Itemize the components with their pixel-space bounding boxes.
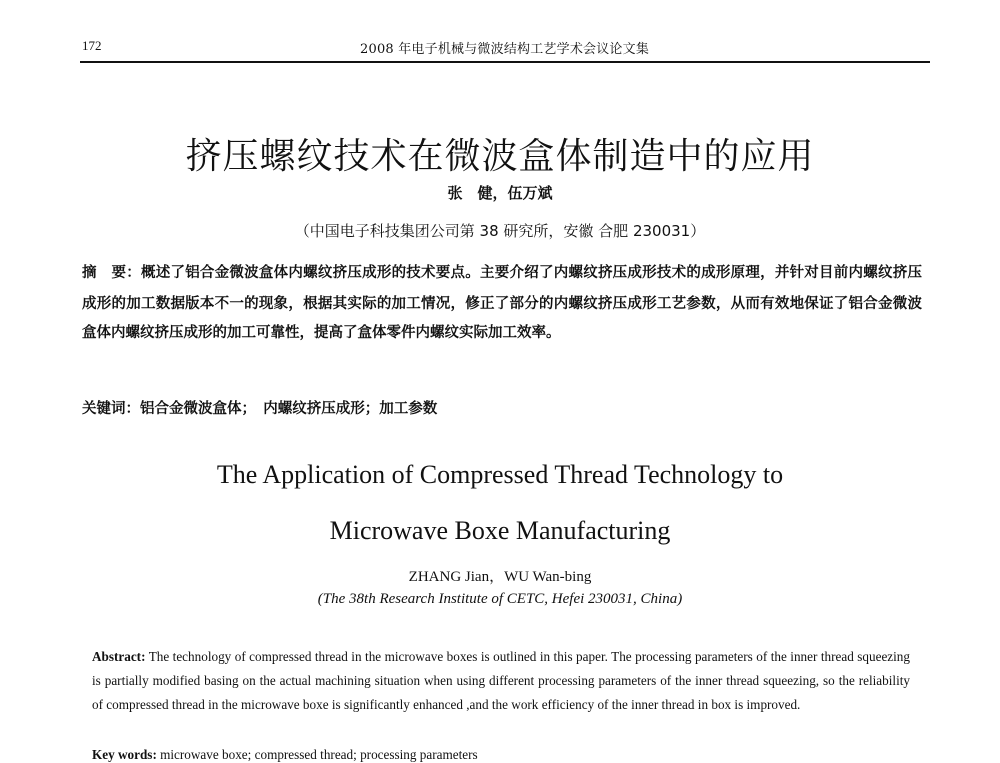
- chinese-title: 挤压螺纹技术在微波盒体制造中的应用: [185, 136, 815, 177]
- chinese-keywords: [82, 397, 922, 418]
- english-keywords: [92, 747, 910, 763]
- english-abstract: [92, 645, 910, 717]
- chinese-affiliation: （中国电子科技集团公司第 38 研究所，安徽 合肥 230031）: [294, 222, 706, 240]
- chinese-keywords-label: 关键词：: [82, 401, 140, 417]
- running-header: 2008 年电子机械与微波结构工艺学术会议论文集: [360, 42, 650, 57]
- english-authors: ZHANG Jian，WU Wan-bing: [408, 569, 592, 585]
- header-rule: [80, 61, 930, 63]
- chinese-abstract-text: 概述了铝合金微波盒体内螺纹挤压成形的技术要点。主要介绍了内螺纹挤压成形技术的成形原理，并针对目前内螺纹挤压成形的加工数据版本不一的现象，根据其实际的加工情况，修正了部分的内螺纹挤压成形工艺参数，从而有效地保证了铝合金微波盒体内螺纹挤压成形的加工可靠性，提高了盒体零件内螺纹实际加工效率。: [82, 264, 922, 341]
- chinese-abstract: [82, 258, 922, 348]
- page-number: 172: [82, 38, 102, 53]
- english-title-line1: The Application of Compressed Thread Technology to: [216, 460, 784, 489]
- english-abstract-text: The technology of compressed thread in the microwave boxes is outlined in this paper. The processing parameters of the inner thread squeezing is partially modified basing on the actual machining situation when using different processing parameters of the inner thread squeezing, so the reliability of compressed thread in the microwave boxe is significantly enhanced ,and the work efficiency of the inner thread in box is improved.: [92, 649, 910, 712]
- chinese-abstract-label: 摘 要：: [82, 265, 141, 281]
- english-keywords-label: Key words:: [92, 747, 157, 762]
- english-keywords-text: microwave boxe; compressed thread; processing parameters: [160, 747, 478, 762]
- chinese-keywords-text: 铝合金微波盒体； 内螺纹挤压成形；加工参数: [140, 400, 438, 417]
- chinese-authors: 张 健，伍万斌: [447, 184, 553, 202]
- english-affiliation: (The 38th Research Institute of CETC, Hefei 230031, China): [317, 591, 683, 607]
- english-title-line2: Microwave Boxe Manufacturing: [329, 516, 671, 545]
- english-abstract-label: Abstract:: [92, 649, 146, 664]
